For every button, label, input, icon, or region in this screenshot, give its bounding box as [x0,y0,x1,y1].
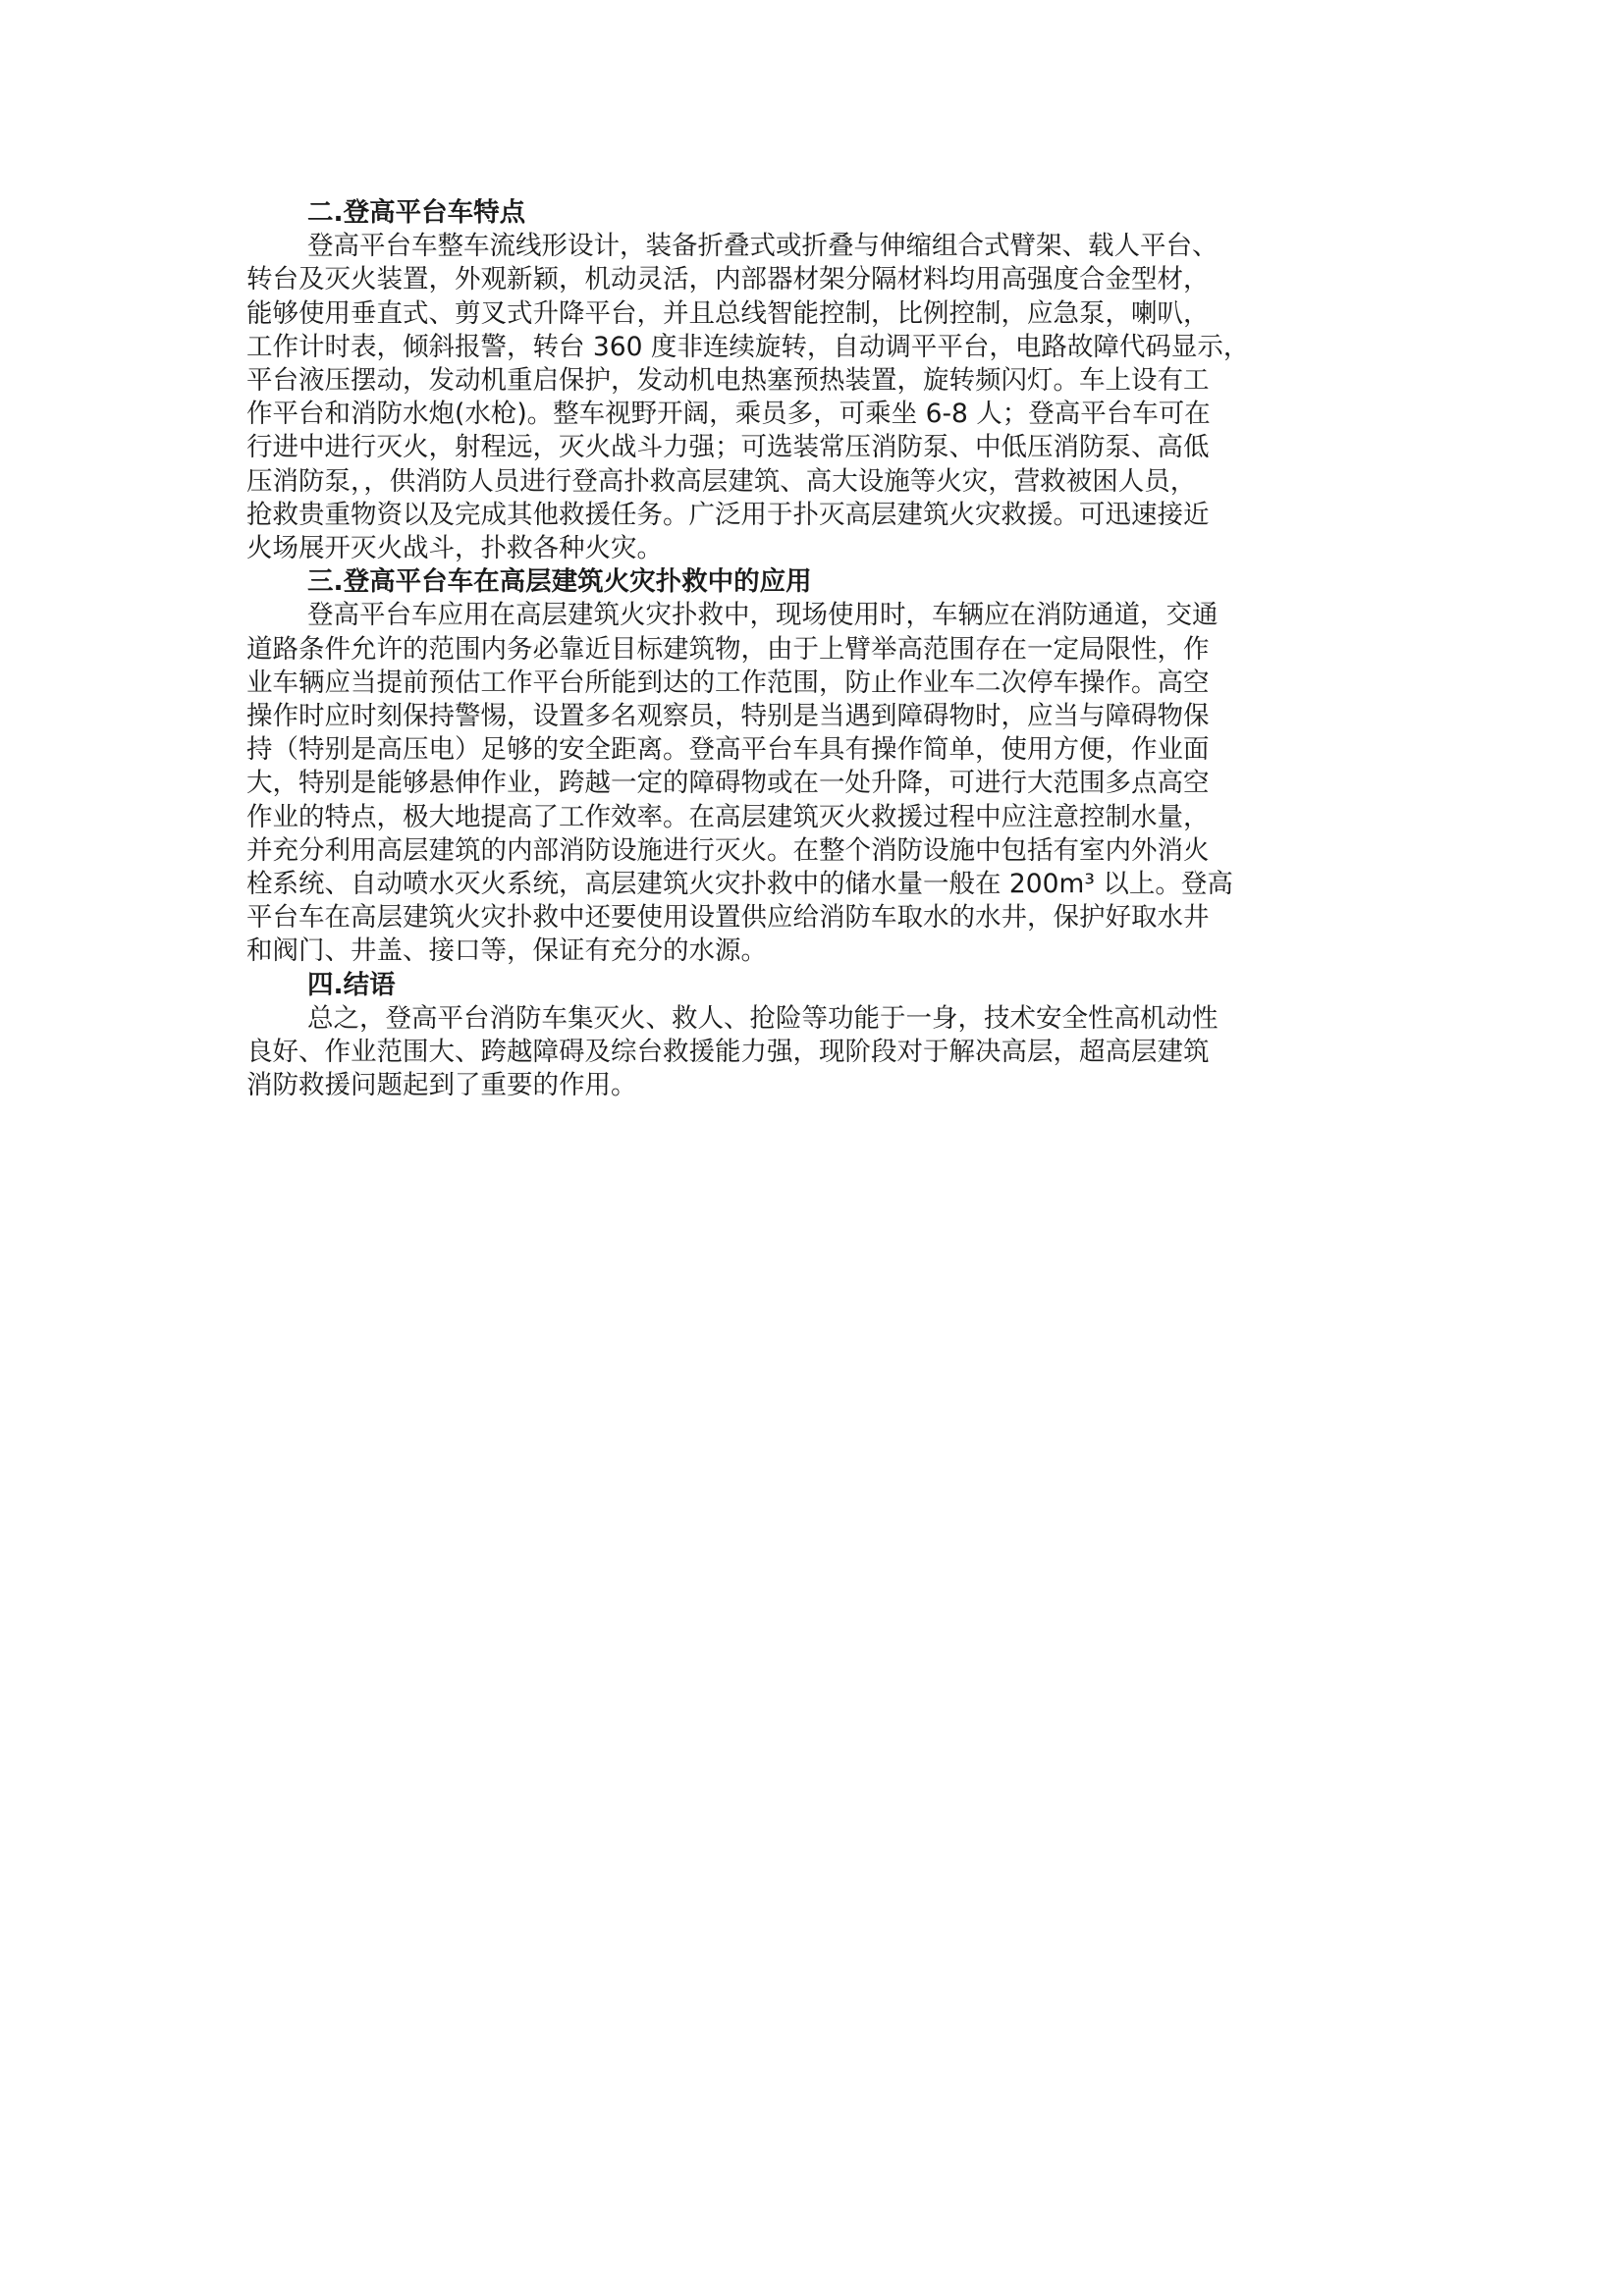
paragraph-conclusion [246,1002,1385,1103]
text-line: 平台液压摆动，发动机重启保护，发动机电热塞预热装置，旋转频闪灯。车上设有工 [246,365,1210,397]
text-line: 持（特别是高压电）足够的安全距离。登高平台车具有操作简单，使用方便，作业面 [246,734,1210,766]
text-line: 能够使用垂直式、剪叉式升降平台，并且总线智能控制，比例控制，应急泵，喇叭， [246,297,1210,329]
text-line: 登高平台车应用在高层建筑火灾扑救中，现场使用时，车辆应在消防通道，交通 [307,600,1218,631]
text-line: 良好、作业范围大、跨越障碍及综台救援能力强，现阶段对于解决高层，超高层建筑 [246,1037,1210,1068]
section-conclusion [246,969,1385,1103]
text-line: 登高平台车整车流线形设计，装备折叠式或折叠与伸缩组合式臂架、载人平台、 [307,231,1218,262]
text-line: 火场展开灭火战斗，扑救各种火灾。 [246,533,663,564]
text-line: 栓系统、自动喷水灭火系统，高层建筑火灾扑救中的储水量一般在 200m³ 以上。登高 [246,869,1233,900]
text-line: 平台车在高层建筑火灾扑救中还要使用设置供应给消防车取水的水井，保护好取水井 [246,902,1210,934]
text-line: 和阀门、井盖、接口等，保证有充分的水源。 [246,935,767,967]
text-line: 压消防泵，，供消防人员进行登高扑救高层建筑、高大设施等火灾，营救被困人员， [246,465,1197,497]
text-line: 作业的特点，极大地提高了工作效率。在高层建筑灭火救援过程中应注意控制水量， [246,801,1210,832]
document-body [246,196,1385,1102]
section-heading-conclusion: 四.结语 [307,969,396,1000]
text-line: 转台及灭火装置，外观新颖，机动灵活，内部器材架分隔材料均用高强度合金型材， [246,264,1210,295]
paragraph-features [246,230,1385,565]
section-heading-application: 三.登高平台车在高层建筑火灾扑救中的应用 [307,566,812,598]
text-line: 业车辆应当提前预估工作平台所能到达的工作范围，防止作业车二次停车操作。高空 [246,667,1210,698]
text-line: 并充分利用高层建筑的内部消防设施进行灭火。在整个消防设施中包括有室内外消火 [246,834,1210,866]
text-line: 作平台和消防水炮(水枪)。整车视野开阔，乘员多，可乘坐 6-8 人；登高平台车可在 [246,399,1211,430]
paragraph-application [246,599,1385,968]
text-line: 总之，登高平台消防车集灭火、救人、抢险等功能于一身，技术安全性高机动性 [307,1002,1218,1034]
text-line: 操作时应时刻保持警惕，设置多名观察员，特别是当遇到障碍物时，应当与障碍物保 [246,701,1210,732]
section-heading-features: 二.登高平台车特点 [307,197,526,228]
text-line: 大，特别是能够悬伸作业，跨越一定的障碍物或在一处升降，可进行大范围多点高空 [246,768,1210,799]
text-line: 抢救贵重物资以及完成其他救援任务。广泛用于扑灭高层建筑火灾救援。可迅速接近 [246,499,1210,530]
text-line: 道路条件允许的范围内务必靠近目标建筑物，由于上臂举高范围存在一定局限性，作 [246,633,1210,665]
text-line: 工作计时表，倾斜报警，转台 360 度非连续旋转，自动调平平台，电路故障代码显示， [246,331,1250,362]
text-line: 行进中进行灭火，射程远，灭火战斗力强；可选装常压消防泵、中低压消防泵、高低 [246,432,1210,463]
text-line: 消防救援问题起到了重要的作用。 [246,1070,637,1101]
section-application [246,565,1385,968]
section-features [246,196,1385,565]
